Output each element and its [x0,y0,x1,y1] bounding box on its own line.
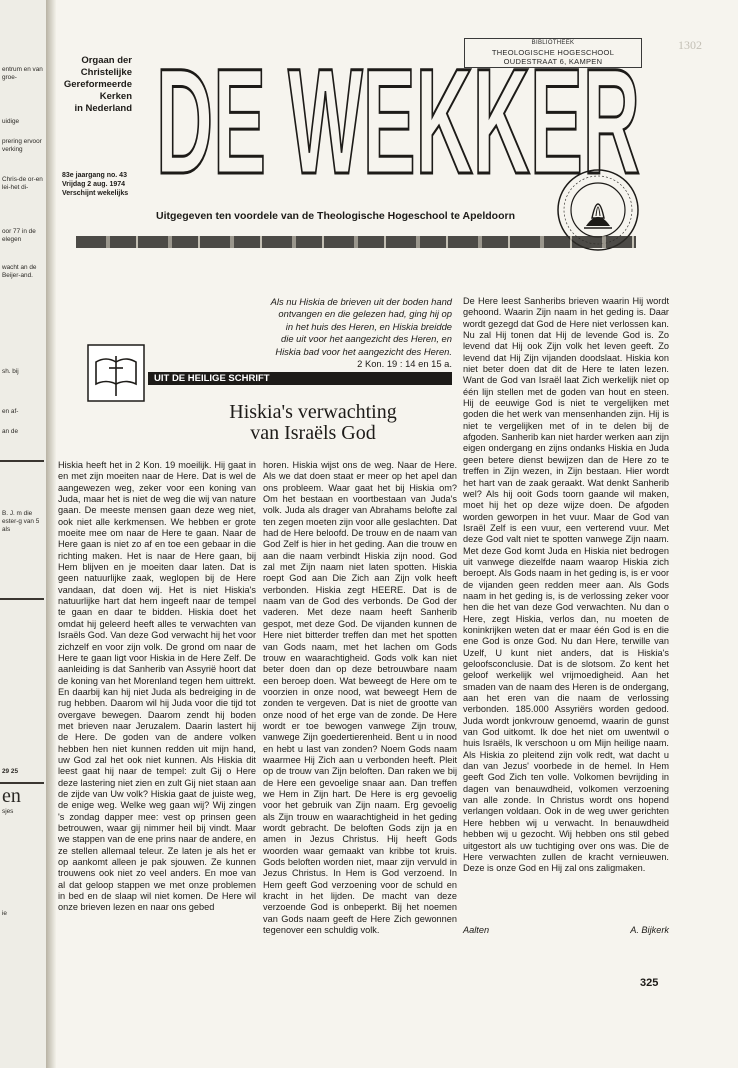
prev-fragment: ie [2,910,7,917]
quote-line: ontvangen en die gelezen had, ging hij op [278,308,452,320]
page-number: 325 [640,977,659,989]
prev-fragment: sjes [2,808,14,815]
issue-frequency: Verschijnt wekelijks [62,190,129,197]
prev-fragment: wacht an de Beijer-and. [2,264,37,279]
prev-rule [0,782,44,784]
quote-reference: 2 Kon. 19 : 14 en 15 a. [357,358,452,370]
previous-page-edge [0,0,47,1068]
masthead-title: DE WEKKER [156,53,640,183]
section-header: UIT DE HEILIGE SCHRIFT [148,372,452,385]
stamp-line: OUDESTRAAT 6, KAMPEN [503,57,603,66]
title-line: van Israëls God [250,422,376,444]
article-column-1: Hiskia heeft het in 2 Kon. 19 moeilijk. Hij gaat in en met zijn moeiten naar de Here. Dat is wel de aangewezen weg, zeker voor een koning van Juda, maar het is niet de weg die wij van nature gaan. De meeste mensen gaan deze weg niet, ook niet alle kerkmensen. We hebben er grote moeite mee om naar de Here te gaan. Naar de Here gaan is niet zo af en toe een gebaar in die richting maken. Het is naar de Here gaan, bij Hem blijven en je moeiten daar laten. Dat is geen natuurlijke zaak, weglopen bij de Here vandaan, dat doen wij. Het is niet Hiskia's natuurlijke hart dat hem ingeeft naar de tempel te gaan en daar te bidden. Hiskia doet het omdat hij geleerd heeft alles te verwachten van Israëls God. Van deze God verwacht hij het voor zichzelf en voor zijn volk. De grond om naar de Here te gaan ligt voor Hiskia in de Here Zelf. De aanleiding is dat Sanherib van Assyrië hoort dat de koning van het Morenland tegen hem uittrekt. En daarbij kan hij niet Juda als bedreiging in de rug hebben. Daarom wil hij Juda voor die tijd tot overgave bewegen. Daarom zendt hij boden met brieven naar Jeruzalem. Daarin lastert hij de Here. De goden van de andere volken hebben hen niet kunnen redden uit mijn hand, uw God zal het ook niet kunnen. Als Hiskia dit leest gaat hij naar de tempel: zult Gij o Here deze lastering niet zien en zult Gij niet staan aan de zijde van Uw volk? Hiskia gaat de juiste weg, de enige weg. Welke weg gaan wij? Wij zingen 's zondag dapper mee: vest op prinsen geen betrouwen, waar gij nimmer heil bij vindt. Maar we stappen van de ene prins naar de andere, en ze stellen allemaal teleur. Ze laten je als het er op aankomt alleen je pak sjouwen. Ze kunnen trouwens ook niet zo veel anders. En moe van al dat geloop stappen we met onze problemen in bed en de slaap wil niet komen. De Here wil onze brieven lezen en naar ons gebed [58,460,256,913]
prev-fragment: en af- [2,408,19,415]
quote-line: Als nu Hiskia de brieven uit der boden hand [270,296,452,307]
decorative-banner [76,236,636,248]
binding-gutter [46,0,56,1068]
prev-fragment: 29 25 [2,768,18,775]
organ-line: Gereformeerde [63,79,132,90]
quote-line: die uit voor het aangezicht des Heren, en [281,333,452,345]
article-column-3: De Here leest Sanheribs brieven waarin Hij wordt gehoond. Waarin Zijn naam in het geding is. Daar wordt gezegd dat God de Here niet verlossen kan. Nu zal Hij tonen dat Hij de levende God is. Zo levend dat Hij ook Zijn volk het leven geeft. Zo levend dat Hij Zijn vijanden doodslaat. Hiskia kon niet beter doen dat dit de Here te laten lezen. Want de God van Israël laat Zich werkelijk niet op één lijn stellen met de goden van hout en steen. Hij de eeuwige God is niet te vergelijken met goden die het werk van mensenhanden zijn. Hij is niet te vergelijken met of in te delen bij de afgoden. Sanherib kan niet harder werken aan zijn eigen ondergang en zijns ondanks Hiskia en Juda geen betere dienst bewijzen dan de Here zo te treffen in Zijn wezen, in Zijn bestaan. Hier wordt het hart van de zaak geraakt. Wat denkt Sanherib wel? Als hij ooit Gods toorn gaande wil maken, moet hij het op deze wijze doen. De afgoden worden geworpen in het vuur. Maar de God van Israël Zelf is een vuur, een verterend vuur. Met deze God valt niet te spotten vanwege Zijn naam. Met deze God komt Juda en Hiskia niet bedrogen uit vanwege diezelfde naam waarop Hiskia zich beroept. Als Gods naam in het geding is, is er voor de vijanden geen redden meer aan. Als Gods naam in het geding is, is de verlossing zeker voor hen die het van deze God verwachten. Nu dan o Here, zegt Hiskia, verlos dan, nu moeten de koninkrijken weten dat er maar één God is en die ene God is onze God. Nu dan Here, terwille van Uzelf, U kunt niet anders, dat is Hiskia's geloofsconclusie. Dat is de slotsom. Zo kent het geloof werkelijk wel vrijmoedigheid. Aan het smaden van de naam des Heren is de ondergang, aan het eren van die naam de verlossing verbonden. 185.000 Assyriërs worden gedood. Juda wordt jonkvrouw genoemd, waarin de gunst van God uitkomt. Ik doe het niet om uwentwil o huis Israëls, Ik verschoon u om Mijn heilige naam. Als Hiskia zo pleitend zijn volk redt, wat dacht u dan van Jezus' voorbede in de hemel. In Hem geeft God Zich ten volle. Volkomen bevrijding in dagen van benauwdheid, volkomen verzoening van alle zonde. In Christus wordt ons hopend verlangen voldaan. Ook in de weg uwer gerichten Here hebben wij u verwacht. In benauwdheid hebben wij u gezocht. Wij hebben ons stil gebed uitgestort als uw tuchtiging over ons was. Die de Here verwachten zullen de kracht vernieuwen. Deze is onze God en Hij zal ons zaligmaken. [463,296,669,874]
prev-fragment: sh. bij [2,368,19,375]
quote-line: in het huis des Heren, en Hiskia breidde [285,320,452,332]
publisher-subtitle: Uitgegeven ten voordele van de Theologische Hogeschool te Apeldoorn [156,210,515,222]
organ-line: Christelijke [80,67,132,78]
prev-fragment: Chris-de or-en lei-het di- [2,176,43,191]
article-title [168,402,458,444]
article-signature [463,925,669,935]
scripture-quote [246,296,452,370]
prev-rule [0,460,44,462]
prev-rule [0,598,44,600]
prev-fragment: en [2,785,21,807]
organ-description [60,55,132,115]
article-column-2: horen. Hiskia wijst ons de weg. Naar de Here. Als we dat doen staat er meer op het apel dan ons probleem. Waar gaat het bij Hiskia om? Om het bestaan en voortbestaan van Juda's volk. Juda als drager van Abrahams belofte zal ten zegen moeten zijn voor alle geslachten. Dat had de Here beloofd. De trouw en de naam van God Zelf is hier in het geding. Aan die trouw en aan die naam verbindt Hiskia zijn nood. God zal met Zijn naam niet laten spotten. Hiskia roept God aan Die Zich aan Zijn volk heeft verbonden. Hiskia zegt HEERE. Dat is de naam van de God des verbonds. De God der vaderen. Met deze naam heeft Sanherib gespot, met deze God. De vijanden kunnen de Here niet bitterder treffen dan met het spotten van Gods naam, met het lachen om Gods trouw en waarachtigheid. Gods volk kan niet beter doen dan op deze betrouwbare naam een beroep doen. Wat beweegt de Here om te voorzien in onze nood, wat beweegt Hem de zonden te vergeven. Dat is niet de grootte van onze nood of het erge van de zonde. De Here wordt er toe bewogen vanwege Zijn trouw, vanwege Zijn goedertierenheid. Bent u in nood en hebt u last van zonden? Noem Gods naam waarmee Hij Zich aan u verbonden heeft. Pleit op de trouw van Zijn beloften. Dan raken we bij de Here een gevoelige snaar aan. Dan treffen we Hem in Zijn hart. De Here is erg gevoelig voor het gebruik van Zijn naam. Erg gevoelig als Zijn trouw en waarachtigheid in het geding wordt gebracht. De beloften Gods zijn ja en amen in Jezus Christus. Hij heeft Gods woorden waar gemaakt van kribbe tot kruis. Gods beloften worden niet, maar zijn vervuld in Jezus Christus. In Hem is God verzoend. In Hem geeft God verzoening voor de schuld en kracht in het lijden. De macht van deze verzoende God is onbeperkt. Bij het noemen van Gods naam geeft de Here Zich gewonnen tegenover een schuldig volk. [263,460,457,936]
prev-fragment: uidige [2,118,20,125]
bible-book-icon [87,344,145,402]
prev-fragment: B. J. m die ester-g van 5 als [2,510,40,533]
issue-volume: 83e jaargang no. 43 [62,172,127,179]
issue-info [62,171,128,198]
prev-fragment: prering ervoor verking [2,138,42,153]
masthead-logo [153,53,643,183]
quote-line: Hiskia bad voor het aangezicht des Heren. [275,345,452,357]
newspaper-page [56,0,738,1068]
stamp-line: BIBLIOTHEEK [531,40,575,46]
stamp-line: THEOLOGISCHE HOGESCHOOL [491,48,615,57]
signature-author: A. Bijkerk [630,925,669,935]
organ-line: in Nederland [74,103,132,114]
prev-fragment: entrum en van groe- [2,66,43,81]
corner-mark: 1302 [678,38,702,52]
title-line: Hiskia's verwachting [229,401,397,423]
prev-fragment: oor 77 in de elegen [2,228,36,243]
organ-line: Orgaan der [81,55,132,66]
organ-line: Kerken [99,91,132,102]
signature-place: Aalten [463,925,490,935]
prev-fragment: an de [2,428,18,435]
issue-date: Vrijdag 2 aug. 1974 [62,181,126,188]
